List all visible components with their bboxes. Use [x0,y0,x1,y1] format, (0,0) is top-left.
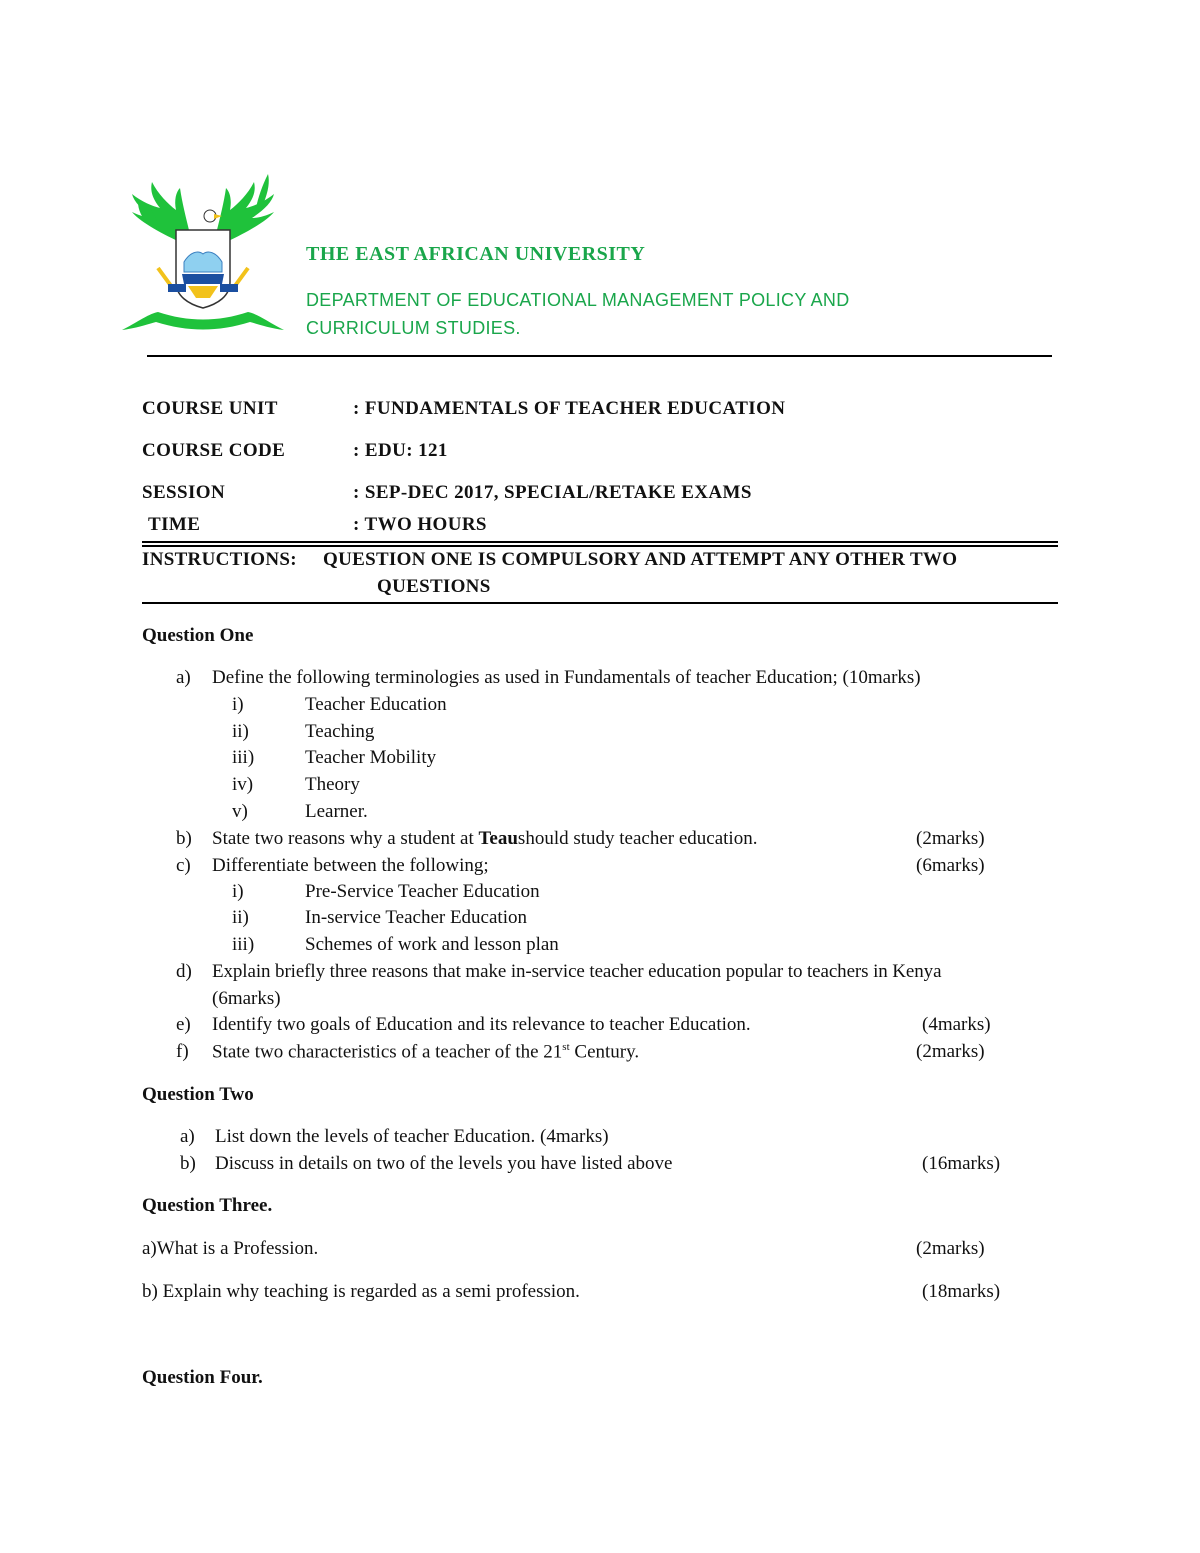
department-name [306,286,850,342]
q1-c-item-text: In-service Teacher Education [305,907,527,928]
q1-a-item-text: Teacher Education [305,694,447,715]
q2-b-marks: (16marks) [922,1153,1001,1174]
q1-b-text-bold: Teau [478,828,518,849]
q1-c-item-num: iii) [232,934,255,955]
q1-c-item-text: Schemes of work and lesson plan [305,934,559,955]
q1-e-letter: e) [176,1014,191,1035]
question-one-title: Question One [142,625,254,646]
q1-a-item-text: Learner. [305,801,368,822]
course-code-label: COURSE CODE [142,440,286,461]
q1-c-marks: (6marks) [916,855,985,876]
question-three-title: Question Three. [142,1195,273,1216]
q1-a-item-num: iv) [232,774,254,795]
time-label: TIME [148,514,201,535]
q2-b-letter: b) [180,1153,196,1174]
q1-d-text: Explain briefly three reasons that make in-service teacher education popular to teachers in Kenya [212,961,942,982]
instructions-top-rule [142,541,1058,543]
header-divider [147,355,1052,357]
q1-c-item-num: i) [232,881,244,902]
q1-f-text-post: Century. [569,1041,640,1063]
department-line-2: CURRICULUM STUDIES. [306,318,521,338]
q1-f-text-pre: State two characteristics of a teacher of the 21 [212,1041,563,1063]
q1-c-item-num: ii) [232,907,249,928]
q1-e-marks: (4marks) [922,1014,991,1035]
course-code-value: : EDU: 121 [353,440,448,461]
q1-a-item-text: Theory [305,774,360,795]
q1-c-letter: c) [176,855,191,876]
q1-b-text-post: should study teacher education. [517,828,758,849]
q1-a-item-num: iii) [232,747,255,768]
university-crest-logo [118,172,288,340]
instructions-top-rule-2 [142,545,1058,547]
q3-b-marks: (18marks) [922,1281,1001,1302]
q1-a-item-num: v) [232,801,248,822]
q1-a-item-num: i) [232,694,244,715]
q3-a-text: a)What is a Profession. [142,1238,319,1259]
q1-e-text: Identify two goals of Education and its relevance to teacher Education. [212,1014,751,1035]
q3-a-marks: (2marks) [916,1238,985,1259]
q1-b-letter: b) [176,828,192,849]
session-value: : SEP-DEC 2017, SPECIAL/RETAKE EXAMS [353,482,752,503]
university-name: THE EAST AFRICAN UNIVERSITY [306,243,646,265]
course-unit-label: COURSE UNIT [142,398,278,419]
q1-a-item-text: Teacher Mobility [305,747,437,768]
q1-a-text: Define the following terminologies as used in Fundamentals of teacher Education; (10marks) [212,667,921,688]
instructions-label: INSTRUCTIONS: [142,549,297,570]
q1-d-letter: d) [176,961,192,982]
course-unit-value: : FUNDAMENTALS OF TEACHER EDUCATION [353,398,786,419]
time-value: : TWO HOURS [353,514,487,535]
department-line-1: DEPARTMENT OF EDUCATIONAL MANAGEMENT POLICY AND [306,290,850,310]
question-four-title: Question Four. [142,1367,263,1388]
q1-a-letter: a) [176,667,191,688]
q2-a-letter: a) [180,1126,195,1147]
q2-b-text: Discuss in details on two of the levels you have listed above [215,1153,673,1174]
q1-d-marks: (6marks) [212,988,281,1009]
q2-a-text: List down the levels of teacher Education. (4marks) [215,1126,609,1147]
instructions-line-2: QUESTIONS [377,576,491,597]
session-label: SESSION [142,482,226,503]
q1-a-item-text: Teaching [305,721,375,742]
q1-f-text-sup: st [562,1041,570,1053]
q1-c-item-text: Pre-Service Teacher Education [305,881,540,902]
q1-f-marks: (2marks) [916,1041,985,1062]
q1-a-item-num: ii) [232,721,249,742]
instructions-line-1: QUESTION ONE IS COMPULSORY AND ATTEMPT ANY OTHER TWO [323,549,958,570]
q1-c-text: Differentiate between the following; [212,855,489,876]
q1-b-text-pre: State two reasons why a student at [212,828,479,849]
instructions-bottom-rule [142,602,1058,604]
q1-f-text [212,1041,639,1063]
q1-b-text [212,828,757,850]
q1-f-letter: f) [176,1041,189,1062]
q3-b-text: b) Explain why teaching is regarded as a semi profession. [142,1281,580,1302]
question-two-title: Question Two [142,1084,254,1105]
q1-b-marks: (2marks) [916,828,985,849]
